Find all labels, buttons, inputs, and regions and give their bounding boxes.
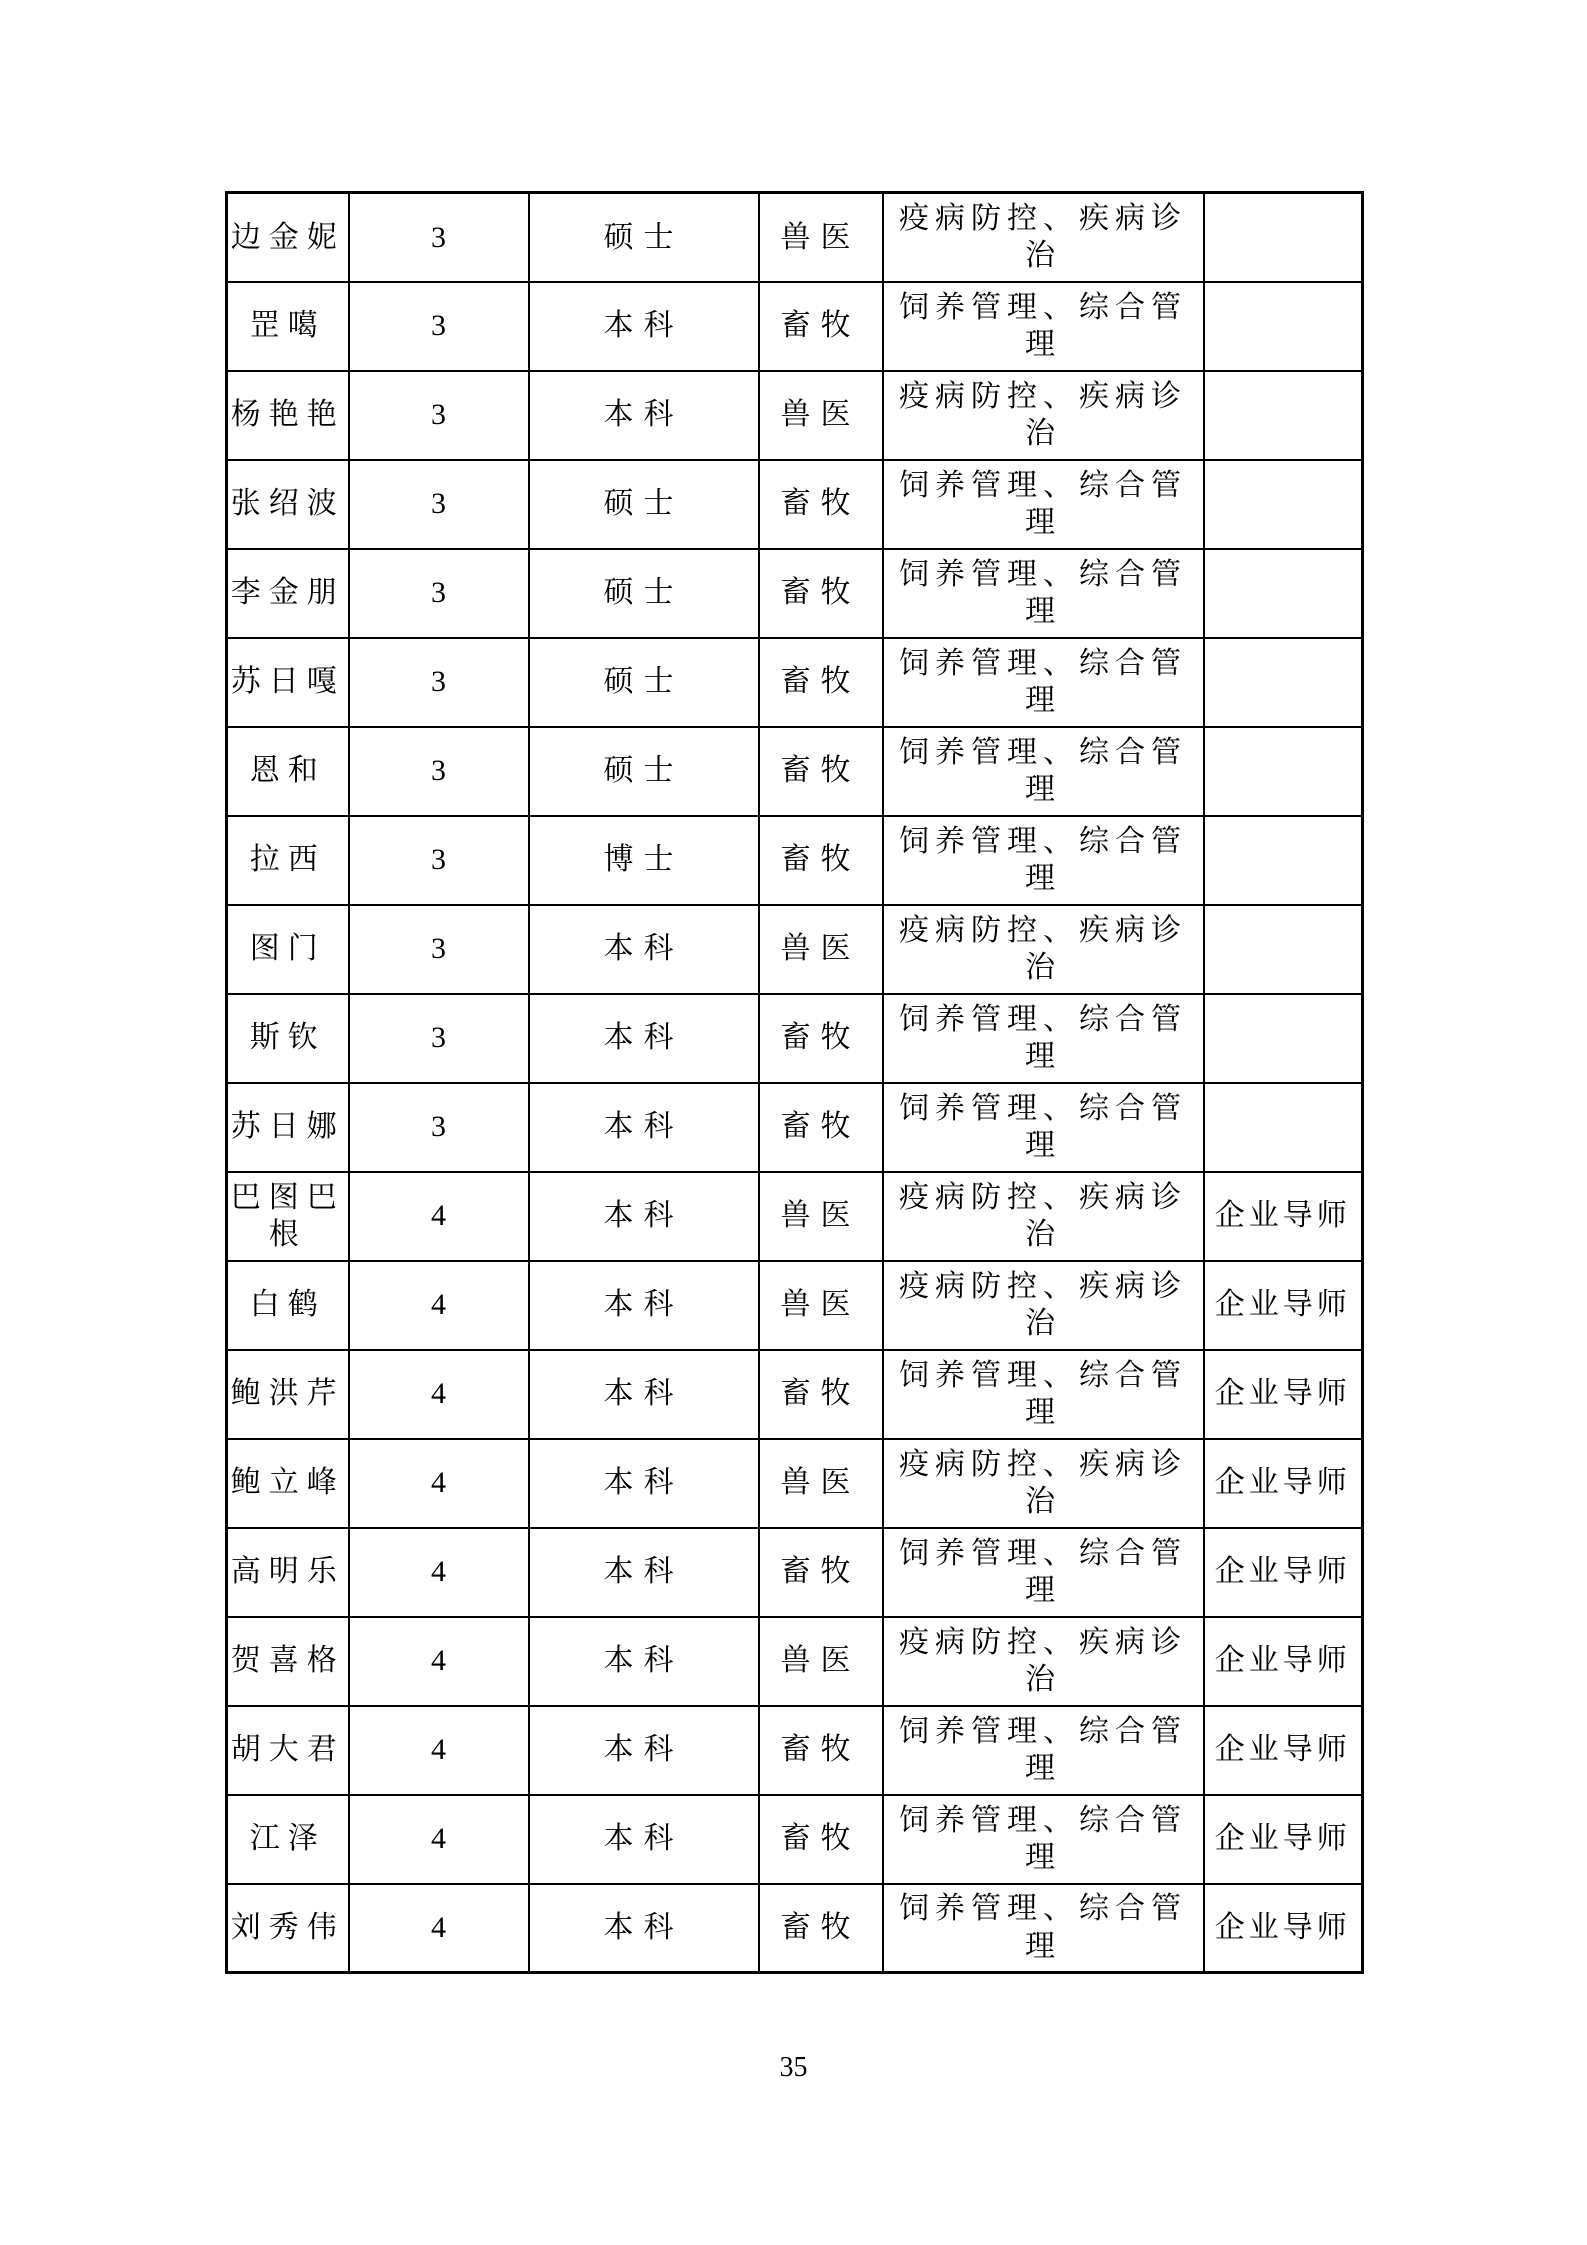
- direction-cell: 饲养管理、综合管理: [883, 1350, 1204, 1439]
- number-cell: 4: [349, 1439, 529, 1528]
- table-row: [227, 460, 1363, 549]
- number-cell: 4: [349, 1261, 529, 1350]
- table-row: [227, 1350, 1363, 1439]
- table-row: [227, 282, 1363, 371]
- major-cell: 畜牧: [759, 1706, 883, 1795]
- direction-cell: 疫病防控、疾病诊治: [883, 1261, 1204, 1350]
- degree-cell: 本科: [529, 1884, 759, 1973]
- name-cell: 鲍立峰: [227, 1439, 349, 1528]
- name-cell: 拉西: [227, 816, 349, 905]
- direction-cell: 疫病防控、疾病诊治: [883, 905, 1204, 994]
- degree-cell: 本科: [529, 1706, 759, 1795]
- major-cell: 畜牧: [759, 638, 883, 727]
- major-cell: 畜牧: [759, 1884, 883, 1973]
- tutor-cell: [1204, 994, 1363, 1083]
- table-row: [227, 371, 1363, 460]
- number-cell: 4: [349, 1706, 529, 1795]
- number-cell: 3: [349, 282, 529, 371]
- number-cell: 4: [349, 1617, 529, 1706]
- direction-cell: 饲养管理、综合管理: [883, 816, 1204, 905]
- major-cell: 兽医: [759, 1261, 883, 1350]
- table-row: [227, 816, 1363, 905]
- direction-cell: 饲养管理、综合管理: [883, 549, 1204, 638]
- table-row: [227, 638, 1363, 727]
- number-cell: 3: [349, 193, 529, 282]
- major-cell: 畜牧: [759, 727, 883, 816]
- degree-cell: 本科: [529, 905, 759, 994]
- tutor-cell: [1204, 193, 1363, 282]
- tutor-cell: [1204, 638, 1363, 727]
- tutor-cell: [1204, 727, 1363, 816]
- tutor-cell: [1204, 371, 1363, 460]
- tutor-cell: 企业导师: [1204, 1706, 1363, 1795]
- direction-cell: 饲养管理、综合管理: [883, 282, 1204, 371]
- name-cell: 李金朋: [227, 549, 349, 638]
- direction-cell: 饲养管理、综合管理: [883, 1528, 1204, 1617]
- major-cell: 兽医: [759, 371, 883, 460]
- degree-cell: 硕士: [529, 549, 759, 638]
- number-cell: 4: [349, 1350, 529, 1439]
- degree-cell: 本科: [529, 282, 759, 371]
- degree-cell: 本科: [529, 1528, 759, 1617]
- number-cell: 4: [349, 1795, 529, 1884]
- degree-cell: 硕士: [529, 638, 759, 727]
- direction-cell: 疫病防控、疾病诊治: [883, 371, 1204, 460]
- number-cell: 4: [349, 1172, 529, 1261]
- degree-cell: 本科: [529, 1617, 759, 1706]
- degree-cell: 本科: [529, 1439, 759, 1528]
- table-row: [227, 1884, 1363, 1973]
- table-row: [227, 549, 1363, 638]
- table-row: [227, 193, 1363, 282]
- degree-cell: 硕士: [529, 727, 759, 816]
- major-cell: 畜牧: [759, 816, 883, 905]
- major-cell: 兽医: [759, 1172, 883, 1261]
- name-cell: 贺喜格: [227, 1617, 349, 1706]
- direction-cell: 疫病防控、疾病诊治: [883, 193, 1204, 282]
- degree-cell: 本科: [529, 994, 759, 1083]
- tutor-cell: 企业导师: [1204, 1795, 1363, 1884]
- number-cell: 3: [349, 727, 529, 816]
- major-cell: 兽医: [759, 193, 883, 282]
- number-cell: 4: [349, 1884, 529, 1973]
- tutor-cell: [1204, 460, 1363, 549]
- table-row: [227, 727, 1363, 816]
- name-cell: 苏日嘎: [227, 638, 349, 727]
- name-cell: 恩和: [227, 727, 349, 816]
- direction-cell: 饲养管理、综合管理: [883, 727, 1204, 816]
- personnel-table-body: [227, 193, 1363, 1973]
- number-cell: 3: [349, 638, 529, 727]
- direction-cell: 疫病防控、疾病诊治: [883, 1617, 1204, 1706]
- major-cell: 畜牧: [759, 1528, 883, 1617]
- direction-cell: 饲养管理、综合管理: [883, 994, 1204, 1083]
- name-cell: 江泽: [227, 1795, 349, 1884]
- number-cell: 3: [349, 1083, 529, 1172]
- direction-cell: 饲养管理、综合管理: [883, 1706, 1204, 1795]
- tutor-cell: 企业导师: [1204, 1439, 1363, 1528]
- degree-cell: 本科: [529, 1083, 759, 1172]
- major-cell: 畜牧: [759, 1795, 883, 1884]
- direction-cell: 疫病防控、疾病诊治: [883, 1439, 1204, 1528]
- tutor-cell: [1204, 282, 1363, 371]
- name-cell: 边金妮: [227, 193, 349, 282]
- number-cell: 3: [349, 816, 529, 905]
- page-number: 35: [779, 2052, 808, 2083]
- number-cell: 4: [349, 1528, 529, 1617]
- degree-cell: 本科: [529, 371, 759, 460]
- name-cell: 巴图巴根: [227, 1172, 349, 1261]
- table-row: [227, 1261, 1363, 1350]
- table-row: [227, 994, 1363, 1083]
- tutor-cell: [1204, 905, 1363, 994]
- tutor-cell: 企业导师: [1204, 1172, 1363, 1261]
- direction-cell: 饲养管理、综合管理: [883, 638, 1204, 727]
- personnel-table: [225, 191, 1364, 1974]
- major-cell: 畜牧: [759, 994, 883, 1083]
- degree-cell: 硕士: [529, 193, 759, 282]
- major-cell: 畜牧: [759, 460, 883, 549]
- number-cell: 3: [349, 905, 529, 994]
- table-row: [227, 1706, 1363, 1795]
- major-cell: 兽医: [759, 905, 883, 994]
- name-cell: 杨艳艳: [227, 371, 349, 460]
- name-cell: 高明乐: [227, 1528, 349, 1617]
- tutor-cell: 企业导师: [1204, 1528, 1363, 1617]
- table-row: [227, 1617, 1363, 1706]
- name-cell: 罡噶: [227, 282, 349, 371]
- direction-cell: 饲养管理、综合管理: [883, 1083, 1204, 1172]
- table-row: [227, 1172, 1363, 1261]
- degree-cell: 本科: [529, 1350, 759, 1439]
- tutor-cell: [1204, 549, 1363, 638]
- tutor-cell: 企业导师: [1204, 1350, 1363, 1439]
- table-row: [227, 1528, 1363, 1617]
- degree-cell: 本科: [529, 1172, 759, 1261]
- name-cell: 刘秀伟: [227, 1884, 349, 1973]
- number-cell: 3: [349, 460, 529, 549]
- name-cell: 白鹤: [227, 1261, 349, 1350]
- major-cell: 畜牧: [759, 1350, 883, 1439]
- direction-cell: 饲养管理、综合管理: [883, 460, 1204, 549]
- number-cell: 3: [349, 549, 529, 638]
- major-cell: 兽医: [759, 1439, 883, 1528]
- degree-cell: 博士: [529, 816, 759, 905]
- major-cell: 畜牧: [759, 549, 883, 638]
- name-cell: 胡大君: [227, 1706, 349, 1795]
- degree-cell: 本科: [529, 1261, 759, 1350]
- tutor-cell: [1204, 1083, 1363, 1172]
- name-cell: 鲍洪芹: [227, 1350, 349, 1439]
- name-cell: 张绍波: [227, 460, 349, 549]
- table-row: [227, 1795, 1363, 1884]
- direction-cell: 疫病防控、疾病诊治: [883, 1172, 1204, 1261]
- table-row: [227, 1083, 1363, 1172]
- table-row: [227, 905, 1363, 994]
- major-cell: 畜牧: [759, 282, 883, 371]
- tutor-cell: 企业导师: [1204, 1884, 1363, 1973]
- number-cell: 3: [349, 371, 529, 460]
- number-cell: 3: [349, 994, 529, 1083]
- direction-cell: 饲养管理、综合管理: [883, 1884, 1204, 1973]
- direction-cell: 饲养管理、综合管理: [883, 1795, 1204, 1884]
- major-cell: 兽医: [759, 1617, 883, 1706]
- tutor-cell: 企业导师: [1204, 1617, 1363, 1706]
- degree-cell: 本科: [529, 1795, 759, 1884]
- degree-cell: 硕士: [529, 460, 759, 549]
- name-cell: 斯钦: [227, 994, 349, 1083]
- tutor-cell: 企业导师: [1204, 1261, 1363, 1350]
- table-row: [227, 1439, 1363, 1528]
- major-cell: 畜牧: [759, 1083, 883, 1172]
- name-cell: 图门: [227, 905, 349, 994]
- name-cell: 苏日娜: [227, 1083, 349, 1172]
- tutor-cell: [1204, 816, 1363, 905]
